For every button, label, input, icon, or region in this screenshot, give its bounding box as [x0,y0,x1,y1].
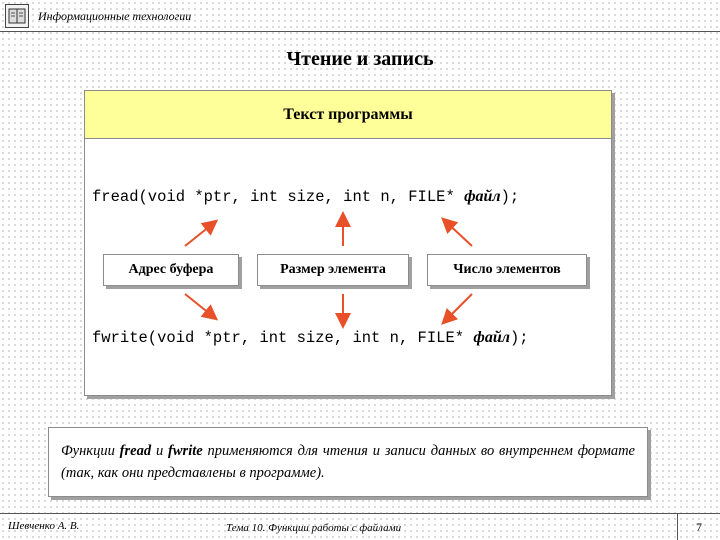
note-text-2: и [151,443,169,459]
footer-divider [0,513,720,514]
fread-signature [92,188,519,206]
element-size-label: Размер элемента [257,254,409,286]
slide-title: Чтение и запись [286,48,434,70]
fread-signature-suffix: ); [500,188,520,206]
note-text-1: Функции [61,443,120,459]
fwrite-signature-suffix: ); [509,329,529,347]
fread-file-param: файл [464,188,501,205]
buffer-address-label: Адрес буфера [103,254,239,286]
book-logo-icon [5,4,29,28]
course-title: Информационные технологии [38,9,192,23]
fwrite-signature [92,329,529,347]
note-fwrite: fwrite [168,443,203,459]
fread-signature-prefix: fread(void *ptr, int size, int n, FILE* [92,188,465,206]
note-fread: fread [119,443,152,459]
panel-heading: Текст программы [85,91,611,139]
page-number: 7 [677,514,720,540]
functions-note [48,427,648,497]
note-text-3: применяются для чтения и записи данных во внутреннем формате (так, как они представлены в программе). [61,443,635,481]
footer-author: Шевченко А. В. [8,520,80,532]
fwrite-file-param: файл [473,329,510,346]
element-count-label: Число элементов [427,254,587,286]
slide-header [0,0,720,32]
footer-topic: Тема 10. Функции работы с файлами [226,522,402,534]
fwrite-signature-prefix: fwrite(void *ptr, int size, int n, FILE* [92,329,474,347]
program-text-panel [84,90,612,396]
